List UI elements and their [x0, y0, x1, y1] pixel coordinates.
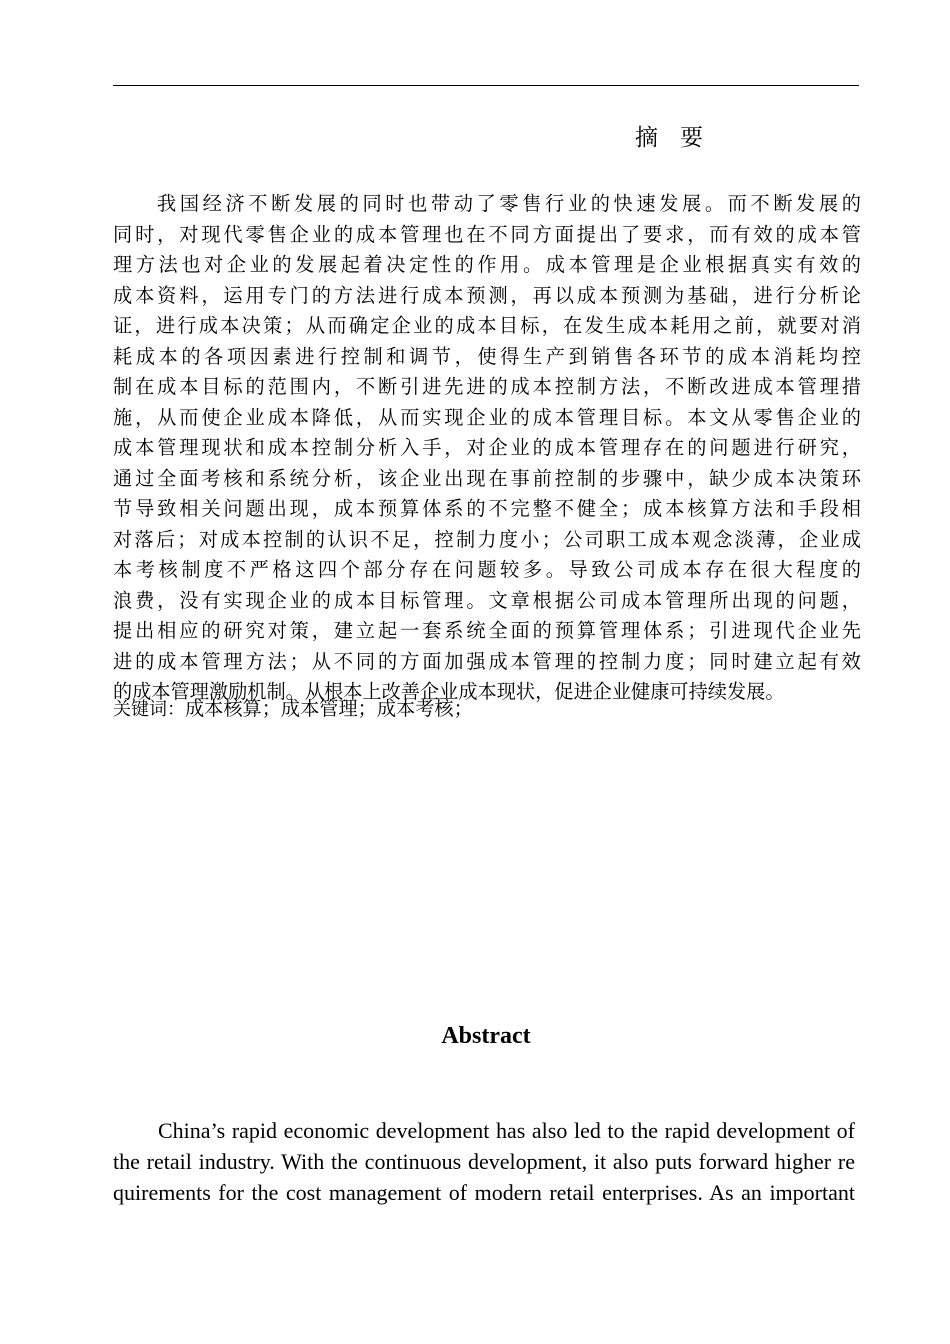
abstract-en-line: the retail industry. With the continuous development, it also puts forward higher re [113, 1149, 855, 1174]
abstract-en-title: Abstract [441, 1023, 531, 1049]
abstract-cn-line: 节导致相关问题出现，成本预算体系的不完整不健全；成本核算方法和手段相 [113, 497, 861, 520]
abstract-cn-line: 耗成本的各项因素进行控制和调节，使得生产到销售各环节的成本消耗均控 [113, 344, 861, 368]
keywords-value: 成本核算；成本管理；成本考核； [185, 697, 473, 720]
abstract-cn-keywords [113, 694, 473, 725]
abstract-en-body [113, 1115, 855, 1208]
abstract-cn-title: 摘要 [635, 125, 725, 151]
abstract-cn-line: 进的成本管理方法；从不同的方面加强成本管理的控制力度；同时建立起有效 [113, 649, 861, 673]
abstract-cn-line: 对落后；对成本控制的认识不足，控制力度小；公司职工成本观念淡薄，企业成 [113, 527, 861, 551]
abstract-cn-line: 我国经济不断发展的同时也带动了零售行业的快速发展。而不断发展的 [157, 192, 861, 215]
abstract-cn-line: 通过全面考核和系统分析，该企业出现在事前控制的步骤中，缺少成本决策环 [113, 466, 861, 490]
abstract-en-line: quirements for the cost management of modern retail enterprises. As an important [113, 1180, 855, 1205]
abstract-cn-body [113, 189, 861, 708]
keywords-label: 关键词： [113, 699, 185, 720]
abstract-cn-line: 施，从而使企业成本降低，从而实现企业的成本管理目标。本文从零售企业的 [113, 405, 861, 429]
abstract-cn-line: 提出相应的研究对策，建立起一套系统全面的预算管理体系；引进现代企业先 [113, 619, 861, 642]
abstract-en-line: China’s rapid economic development has also led to the rapid development of [158, 1118, 855, 1143]
abstract-cn-line: 制在成本目标的范围内，不断引进先进的成本控制方法，不断改进成本管理措 [113, 375, 861, 398]
abstract-cn-line: 成本资料，运用专门的方法进行成本预测，再以成本预测为基础，进行分析论 [113, 283, 861, 307]
abstract-cn-line: 证，进行成本决策；从而确定企业的成本目标，在发生成本耗用之前，就要对消 [113, 314, 861, 337]
abstract-cn-line: 成本管理现状和成本控制分析入手，对企业的成本管理存在的问题进行研究， [113, 436, 861, 459]
abstract-cn-line: 本考核制度不严格这四个部分存在问题较多。导致公司成本存在很大程度的 [113, 558, 861, 581]
abstract-cn-line: 同时，对现代零售企业的成本管理也在不同方面提出了要求，而有效的成本管 [113, 222, 861, 246]
abstract-cn-line: 理方法也对企业的发展起着决定性的作用。成本管理是企业根据真实有效的 [113, 253, 861, 276]
abstract-cn-line: 的成本管理激励机制。从根本上改善企业成本现状，促进企业健康可持续发展。 [113, 680, 785, 703]
abstract-cn-line: 浪费，没有实现企业的成本目标管理。文章根据公司成本管理所出现的问题， [113, 588, 861, 612]
header-rule [113, 85, 859, 86]
